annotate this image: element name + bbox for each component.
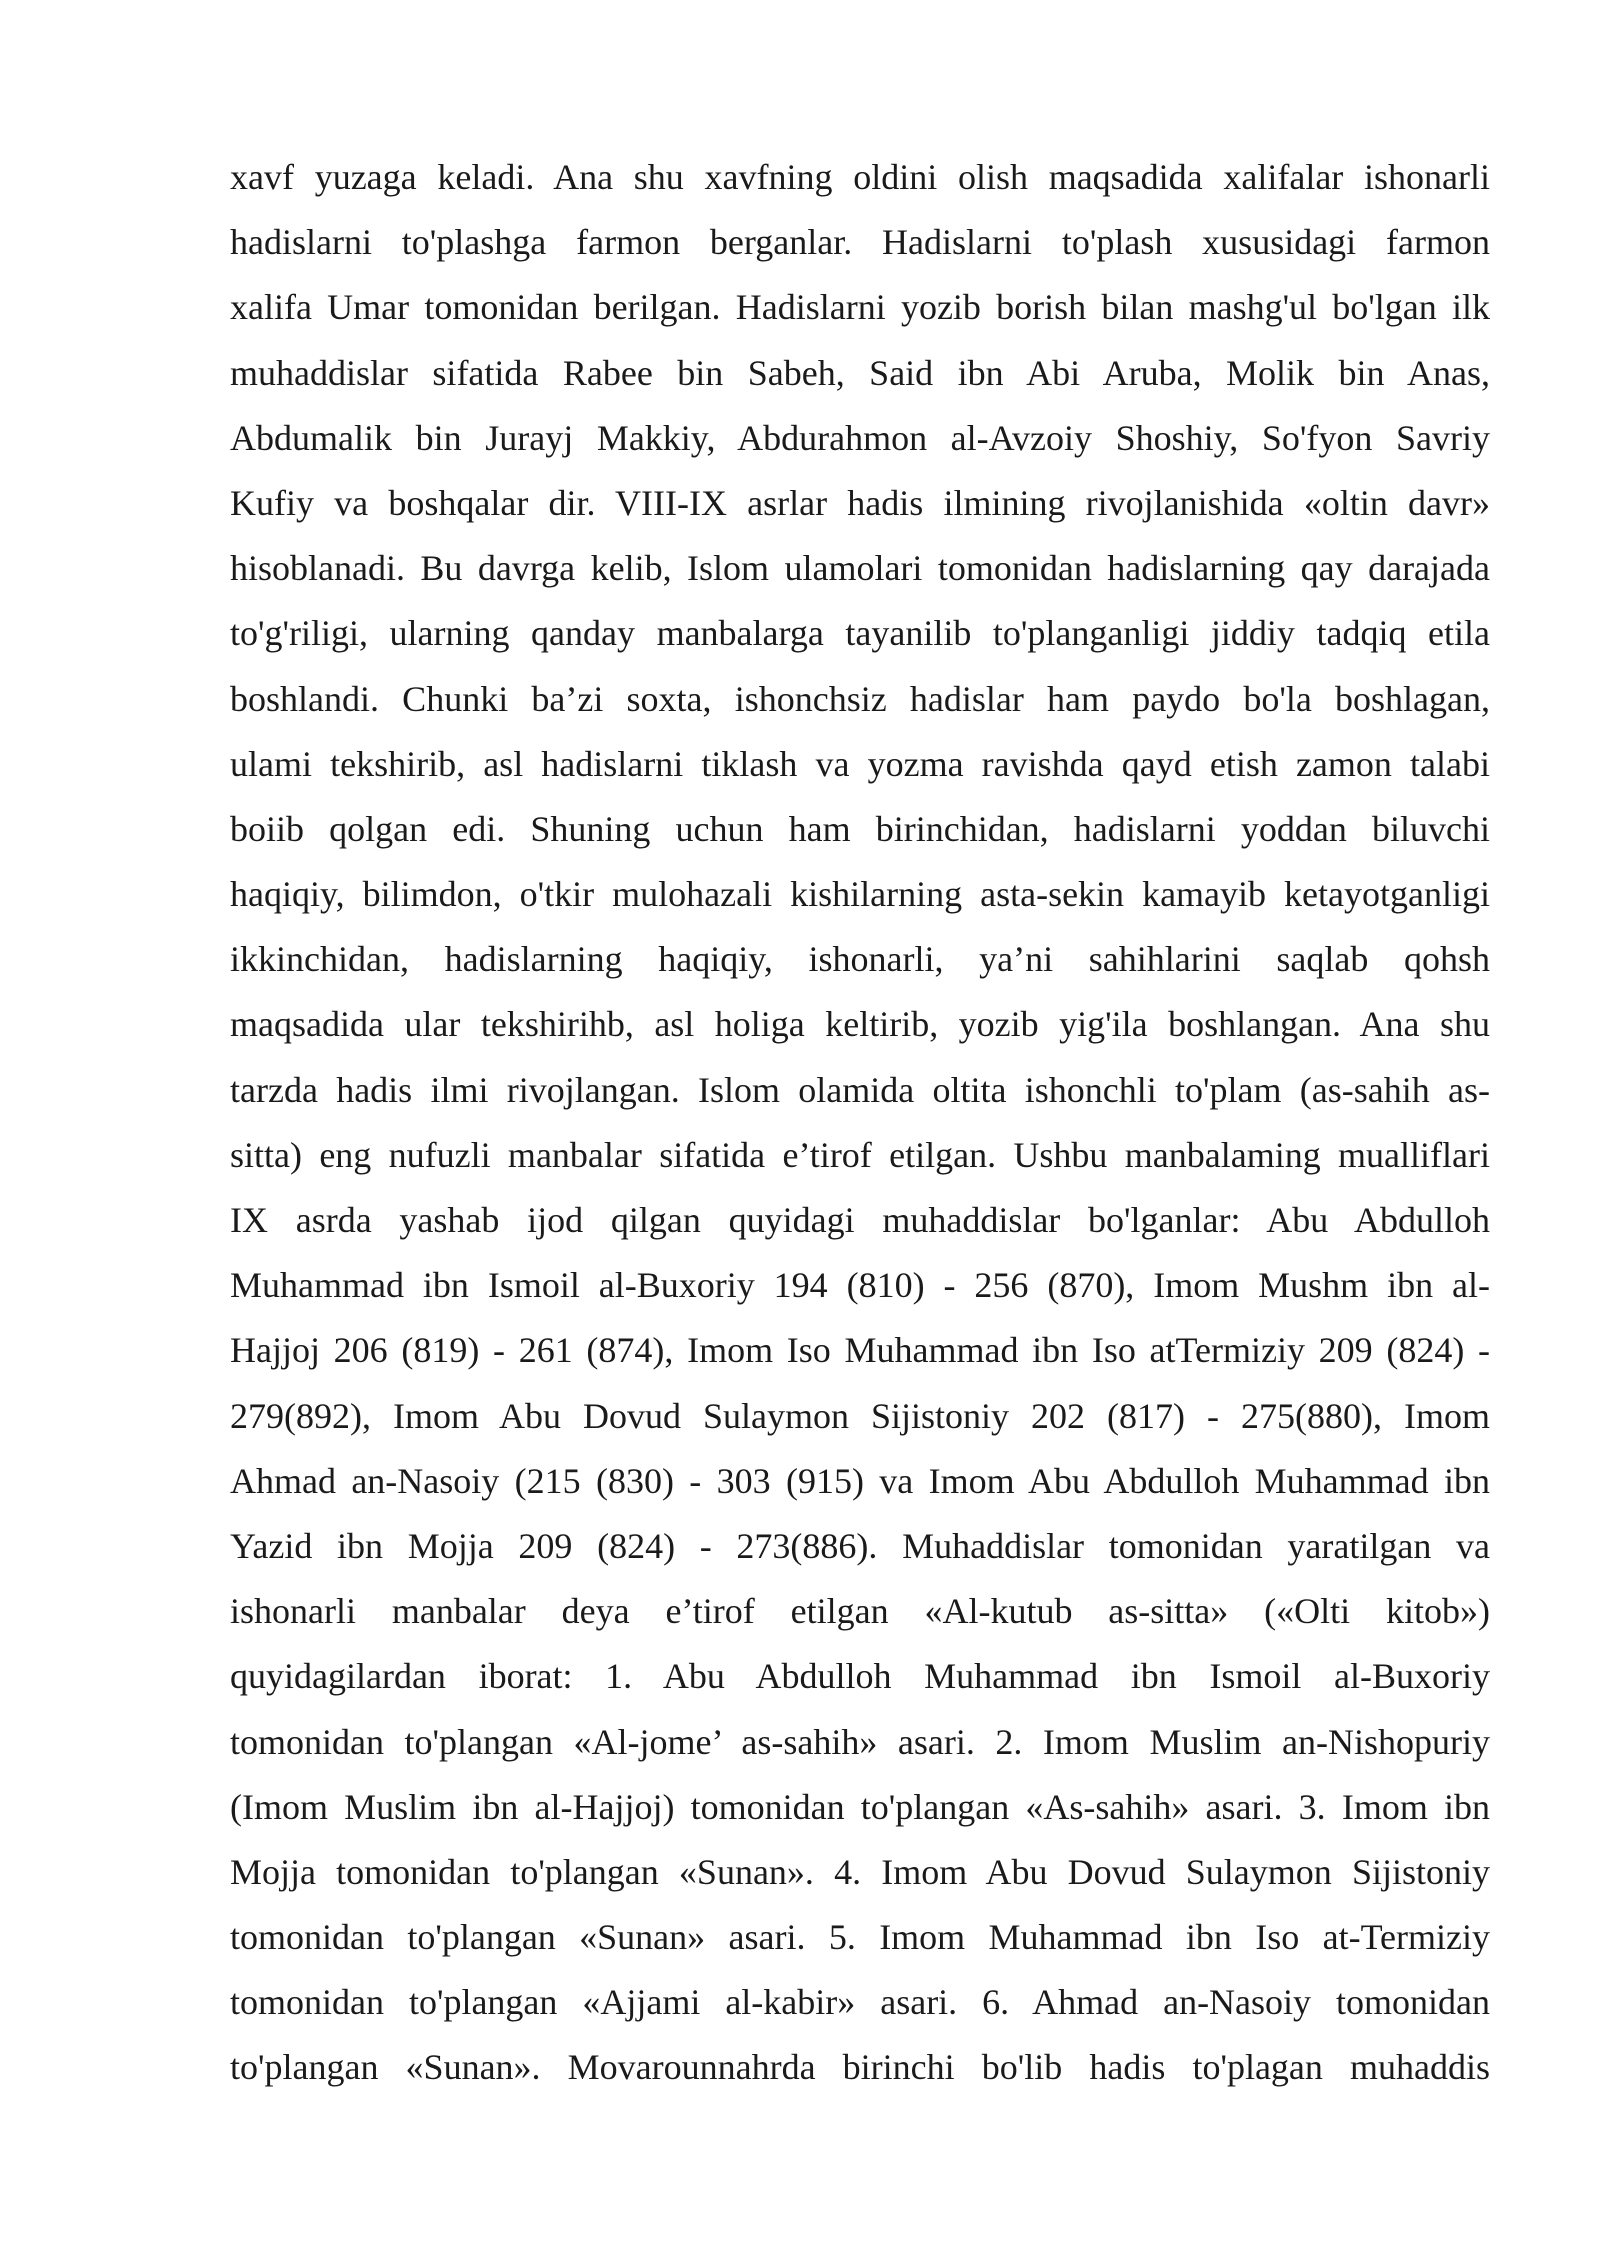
text-line: Yazid ibn Mojja 209 (824) - 273(886). Muhaddislar tomonidan yaratilgan va: [230, 1525, 1490, 1566]
text-line: Hajjoj 206 (819) - 261 (874), Imom Iso Muhammad ibn Iso atTermiziy 209 (824) -: [230, 1330, 1490, 1371]
body-paragraph: [230, 148, 1490, 2104]
text-line: maqsadida ular tekshirihb, asl holiga keltirib, yozib yig'ila boshlangan. Ana shu: [230, 1004, 1490, 1045]
text-line: quyidagilardan iborat: 1. Abu Abdulloh Muhammad ibn Ismoil al-Buxoriy: [230, 1656, 1490, 1697]
text-line: muhaddislar sifatida Rabee bin Sabeh, Said ibn Abi Aruba, Molik bin Anas,: [230, 352, 1490, 393]
text-line: Kufiy va boshqalar dir. VIII-IX asrlar hadis ilmining rivojlanishida «oltin davr»: [230, 482, 1490, 523]
text-line: 279(892), Imom Abu Dovud Sulaymon Sijistoniy 202 (817) - 275(880), Imom: [230, 1395, 1490, 1436]
text-line: to'g'riligi, ularning qanday manbalarga tayanilib to'planganligi jiddiy tadqiq etila: [230, 613, 1490, 654]
text-line: hisoblanadi. Bu davrga kelib, Islom ulamolari tomonidan hadislarning qay darajada: [230, 548, 1490, 589]
text-line: tomonidan to'plangan «Ajjami al-kabir» asari. 6. Ahmad an-Nasoiy tomonidan: [230, 1982, 1490, 2023]
text-line: ikkinchidan, hadislarning haqiqiy, ishonarli, ya’ni sahihlarini saqlab qohsh: [230, 939, 1490, 980]
text-line: xalifa Umar tomonidan berilgan. Hadislarni yozib borish bilan mashg'ul bo'lgan ilk: [230, 287, 1490, 328]
text-line: Muhammad ibn Ismoil al-Buxoriy 194 (810) - 256 (870), Imom Mushm ibn al-: [230, 1265, 1490, 1306]
text-line: IX asrda yashab ijod qilgan quyidagi muhaddislar bo'lganlar: Abu Abdulloh: [230, 1200, 1490, 1240]
text-line: haqiqiy, bilimdon, o'tkir mulohazali kishilarning asta-sekin kamayib ketayotganligi: [230, 874, 1490, 915]
text-line: tomonidan to'plangan «Sunan» asari. 5. Imom Muhammad ibn Iso at-Termiziy: [230, 1917, 1490, 1958]
text-line: Abdumalik bin Jurayj Makkiy, Abdurahmon al-Avzoiy Shoshiy, So'fyon Savriy: [230, 417, 1490, 458]
text-line: tomonidan to'plangan «Al-jome’ as-sahih» asari. 2. Imom Muslim an-Nishopuriy: [230, 1721, 1490, 1762]
text-line: to'plangan «Sunan». Movarounnahrda birinchi bo'lib hadis to'plagan muhaddis: [230, 2047, 1490, 2088]
text-line: Mojja tomonidan to'plangan «Sunan». 4. Imom Abu Dovud Sulaymon Sijistoniy: [230, 1851, 1490, 1892]
text-line: hadislarni to'plashga farmon berganlar. Hadislarni to'plash xususidagi farmon: [230, 222, 1490, 263]
text-line: ulami tekshirib, asl hadislarni tiklash va yozma ravishda qayd etish zamon talabi: [230, 743, 1490, 784]
text-line: ishonarli manbalar deya e’tirof etilgan «Al-kutub as-sitta» («Olti kitob»): [230, 1591, 1490, 1632]
text-line: boshlandi. Chunki ba’zi soxta, ishonchsiz hadislar ham paydo bo'la boshlagan,: [230, 678, 1490, 719]
text-line: sitta) eng nufuzli manbalar sifatida e’tirof etilgan. Ushbu manbalaming mualliflari: [230, 1134, 1490, 1175]
text-line: xavf yuzaga keladi. Ana shu xavfning oldini olish maqsadida xalifalar ishonarli: [230, 157, 1490, 197]
text-line: tarzda hadis ilmi rivojlangan. Islom olamida oltita ishonchli to'plam (as-sahih as-: [230, 1069, 1490, 1110]
text-line: Ahmad an-Nasoiy (215 (830) - 303 (915) va Imom Abu Abdulloh Muhammad ibn: [230, 1460, 1490, 1501]
text-line: (Imom Muslim ibn al-Hajjoj) tomonidan to'plangan «As-sahih» asari. 3. Imom ibn: [230, 1786, 1490, 1827]
text-line: boiib qolgan edi. Shuning uchun ham birinchidan, hadislarni yoddan biluvchi: [230, 808, 1490, 849]
